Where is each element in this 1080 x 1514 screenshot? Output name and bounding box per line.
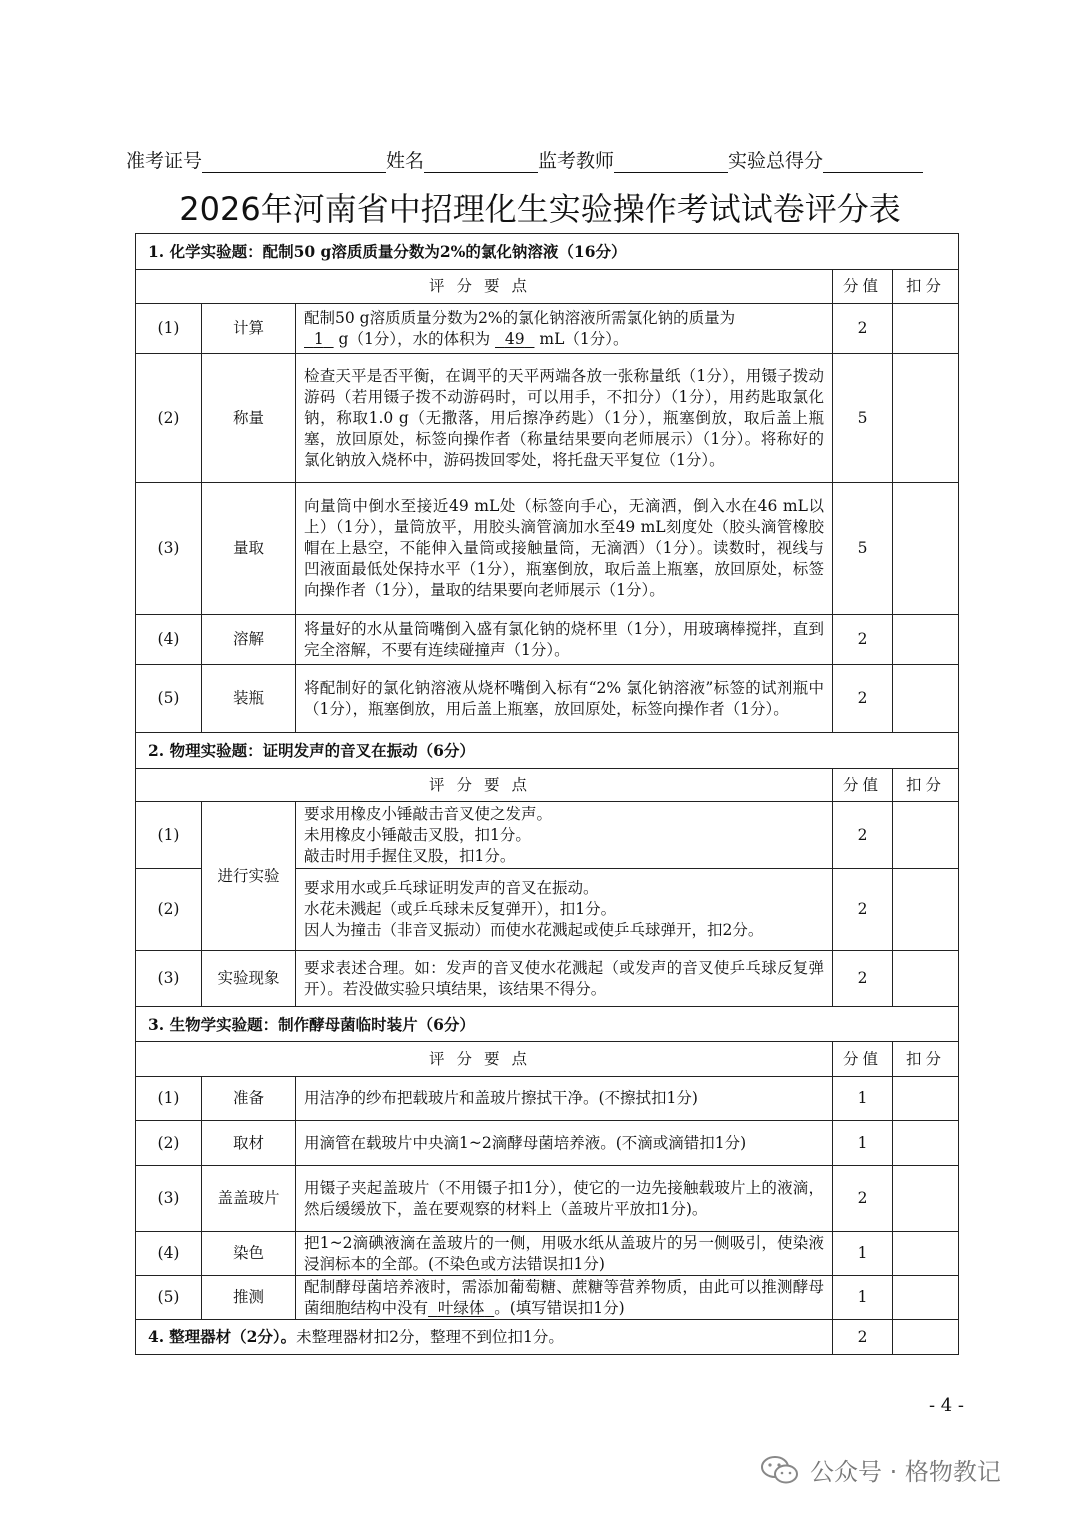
deduct-cell[interactable] bbox=[893, 354, 959, 483]
physics-heading-row bbox=[136, 733, 959, 769]
page-number: - 4 - bbox=[928, 1395, 964, 1416]
score-value: 2 bbox=[833, 665, 893, 733]
criteria-text: 用洁净的纱布把载玻片和盖玻片擦拭干净。(不擦拭扣1分) bbox=[296, 1077, 833, 1121]
table-row: (5) 推测 配制酵母菌培养液时，需添加葡萄糖、蔗糖等营养物质，由此可以推测酵母菌细胞结构中没有 叶绿体 。(填写错误扣1分) 1 bbox=[136, 1276, 959, 1320]
page-title: 2026年河南省中招理化生实验操作考试试卷评分表 bbox=[179, 190, 901, 228]
biology-heading: 3. 生物学实验题：制作酵母菌临时装片（6分） bbox=[136, 1007, 959, 1042]
deduct-cell[interactable] bbox=[893, 802, 959, 869]
answer-blank: 叶绿体 bbox=[437, 1298, 485, 1317]
physics-heading: 2. 物理实验题：证明发声的音叉在振动（6分） bbox=[136, 733, 959, 769]
table-row: (2) 取材 用滴管在载玻片中央滴1~2滴酵母菌培养液。(不滴或滴错扣1分) 1 bbox=[136, 1121, 959, 1166]
score-value: 5 bbox=[833, 354, 893, 483]
deduct-cell[interactable] bbox=[893, 1232, 959, 1276]
score-value: 2 bbox=[833, 1320, 893, 1355]
score-value: 2 bbox=[833, 802, 893, 869]
watermark-text: 公众号 · 格物教记 bbox=[810, 1458, 1001, 1486]
table-row: (1) 准备 用洁净的纱布把载玻片和盖玻片擦拭干净。(不擦拭扣1分) 1 bbox=[136, 1077, 959, 1121]
score-value: 2 bbox=[833, 615, 893, 665]
deduct-cell[interactable] bbox=[893, 1077, 959, 1121]
score-value: 1 bbox=[833, 1232, 893, 1276]
physics-column-header: 评分要点 分值 扣分 bbox=[136, 769, 959, 802]
wechat-icon bbox=[760, 1455, 800, 1485]
points-header: 评分要点 bbox=[136, 270, 833, 304]
biology-column-header: 评分要点 分值 扣分 bbox=[136, 1042, 959, 1077]
criteria-text: 配制50 g溶质质量分数为2%的氯化钠溶液所需氯化钠的质量为 1 g（1分），水的体积为 49 mL（1分）。 bbox=[296, 304, 833, 354]
criteria-text: 用滴管在载玻片中央滴1~2滴酵母菌培养液。(不滴或滴错扣1分) bbox=[296, 1121, 833, 1166]
exam-number-label: 准考证号 bbox=[126, 150, 203, 172]
deduct-cell[interactable] bbox=[893, 1320, 959, 1355]
criteria-text: 配制酵母菌培养液时，需添加葡萄糖、蔗糖等营养物质，由此可以推测酵母菌细胞结构中没有 叶绿体 。(填写错误扣1分) bbox=[296, 1276, 833, 1320]
table-row: (5) 装瓶 将配制好的氯化钠溶液从烧杯嘴倒入标有“2% 氯化钠溶液”标签的试剂瓶中（1分），瓶塞倒放，用后盖上瓶塞，放回原处，标签向操作者（1分）。 2 bbox=[136, 665, 959, 733]
criteria-text: 要求表述合理。如：发声的音叉使水花溅起（或发声的音叉使乒乓球反复弹开）。若没做实验只填结果，该结果不得分。 bbox=[296, 951, 833, 1007]
answer-blank: 1 bbox=[313, 329, 324, 348]
cleanup-text: 4. 整理器材（2分）。未整理器材扣2分，整理不到位扣1分。 bbox=[136, 1320, 833, 1355]
score-value: 2 bbox=[833, 869, 893, 951]
table-row: (3) 实验现象 要求表述合理。如：发声的音叉使水花溅起（或发声的音叉使乒乓球反复弹开）。若没做实验只填结果，该结果不得分。 2 bbox=[136, 951, 959, 1007]
name-blank[interactable] bbox=[424, 150, 538, 173]
group-step: 进行实验 bbox=[202, 802, 296, 951]
score-value: 2 bbox=[833, 304, 893, 354]
score-value: 1 bbox=[833, 1077, 893, 1121]
cleanup-row bbox=[136, 1320, 959, 1355]
criteria-text: 把1~2滴碘液滴在盖玻片的一侧，用吸水纸从盖玻片的另一侧吸引，使染液浸润标本的全部。(不染色或方法错误扣1分) bbox=[296, 1232, 833, 1276]
table-row: (3) 量取 向量筒中倒水至接近49 mL处（标签向手心，无滴洒，倒入水在46 mL以上）（1分），量筒放平，用胶头滴管滴加水至49 mL刻度处（胶头滴管橡胶帽在上悬空，不能伸入量筒或接触量筒，无滴洒）（1分）。读数时，视线与凹液面最低处保持水平（1分），瓶塞倒放，取后盖上瓶塞，放回原处，标签向操作者（1分），量取的结果要向老师展示（1分）。 5 bbox=[136, 483, 959, 615]
score-label: 实验总得分 bbox=[728, 150, 824, 172]
answer-blank: 49 bbox=[504, 329, 525, 348]
criteria-text: 检查天平是否平衡，在调平的天平两端各放一张称量纸（1分），用镊子拨动游码（若用镊子拨不动游码时，可以用手，不扣分）（1分），用药匙取氯化钠，称取1.0 g（无撒落，用后擦净药匙）（1分），瓶塞倒放，取后盖上瓶塞，放回原处，标签向操作者（称量结果要向老师展示）（1分）。将称好的氯化钠放入烧杯中，游码拨回零处，将托盘天平复位（1分）。 bbox=[296, 354, 833, 483]
criteria-text: 将配制好的氯化钠溶液从烧杯嘴倒入标有“2% 氯化钠溶液”标签的试剂瓶中（1分），瓶塞倒放，用后盖上瓶塞，放回原处，标签向操作者（1分）。 bbox=[296, 665, 833, 733]
table-row: (1) 计算 配制50 g溶质质量分数为2%的氯化钠溶液所需氯化钠的质量为 1 g（1分），水的体积为 49 mL（1分）。 2 bbox=[136, 304, 959, 354]
name-label: 姓名 bbox=[386, 150, 425, 172]
deduct-cell[interactable] bbox=[893, 304, 959, 354]
table-row: (2) 要求用水或乒乓球证明发声的音叉在振动。 水花未溅起（或乒乓球未反复弹开），扣1分。 因人为撞击（非音叉振动）而使水花溅起或使乒乓球弹开，扣2分。 2 bbox=[136, 869, 959, 951]
scoring-table bbox=[135, 233, 959, 1355]
deduct-cell[interactable] bbox=[893, 483, 959, 615]
score-blank[interactable] bbox=[823, 150, 923, 173]
biology-heading-row bbox=[136, 1007, 959, 1042]
table-row: (4) 溶解 将量好的水从量筒嘴倒入盛有氯化钠的烧杯里（1分），用玻璃棒搅拌，直到完全溶解，不要有连续碰撞声（1分）。 2 bbox=[136, 615, 959, 665]
teacher-label: 监考教师 bbox=[538, 150, 615, 172]
exam-header bbox=[126, 143, 966, 173]
chemistry-heading: 1. 化学实验题：配制50 g溶质质量分数为2%的氯化钠溶液（16分） bbox=[136, 234, 959, 270]
score-value: 1 bbox=[833, 1276, 893, 1320]
table-row: (3) 盖盖玻片 用镊子夹起盖玻片（不用镊子扣1分），使它的一边先接触载玻片上的液滴，然后缓缓放下，盖在要观察的材料上（盖玻片平放扣1分)。 2 bbox=[136, 1166, 959, 1232]
table-row: (2) 称量 检查天平是否平衡，在调平的天平两端各放一张称量纸（1分），用镊子拨动游码（若用镊子拨不动游码时，可以用手，不扣分）（1分），用药匙取氯化钠，称取1.0 g（无撒落，用后擦净药匙）（1分），瓶塞倒放，取后盖上瓶塞，放回原处，标签向操作者（称量结果要向老师展示）（1分）。将称好的氯化钠放入烧杯中，游码拨回零处，将托盘天平复位（1分）。 5 bbox=[136, 354, 959, 483]
score-value: 2 bbox=[833, 951, 893, 1007]
watermark bbox=[760, 1452, 1001, 1487]
deduct-cell[interactable] bbox=[893, 615, 959, 665]
value-header: 分值 bbox=[833, 270, 893, 304]
deduct-cell[interactable] bbox=[893, 869, 959, 951]
deduct-cell[interactable] bbox=[893, 1166, 959, 1232]
deduct-cell[interactable] bbox=[893, 665, 959, 733]
criteria-text: 要求用水或乒乓球证明发声的音叉在振动。 水花未溅起（或乒乓球未反复弹开），扣1分。 因人为撞击（非音叉振动）而使水花溅起或使乒乓球弹开，扣2分。 bbox=[296, 869, 833, 951]
score-value: 2 bbox=[833, 1166, 893, 1232]
criteria-text: 要求用橡皮小锤敲击音叉使之发声。 未用橡皮小锤敲击叉股，扣1分。 敲击时用手握住叉股，扣1分。 bbox=[296, 802, 833, 869]
criteria-text: 向量筒中倒水至接近49 mL处（标签向手心，无滴洒，倒入水在46 mL以上）（1分），量筒放平，用胶头滴管滴加水至49 mL刻度处（胶头滴管橡胶帽在上悬空，不能伸入量筒或接触量筒，无滴洒）（1分）。读数时，视线与凹液面最低处保持水平（1分），瓶塞倒放，取后盖上瓶塞，放回原处，标签向操作者（1分），量取的结果要向老师展示（1分）。 bbox=[296, 483, 833, 615]
deduct-header: 扣分 bbox=[893, 270, 959, 304]
criteria-text: 将量好的水从量筒嘴倒入盛有氯化钠的烧杯里（1分），用玻璃棒搅拌，直到完全溶解，不要有连续碰撞声（1分）。 bbox=[296, 615, 833, 665]
deduct-cell[interactable] bbox=[893, 951, 959, 1007]
teacher-blank[interactable] bbox=[614, 150, 728, 173]
score-value: 1 bbox=[833, 1121, 893, 1166]
score-value: 5 bbox=[833, 483, 893, 615]
chemistry-heading-row bbox=[136, 234, 959, 270]
chemistry-column-header bbox=[136, 270, 959, 304]
deduct-cell[interactable] bbox=[893, 1121, 959, 1166]
table-row: (4) 染色 把1~2滴碘液滴在盖玻片的一侧，用吸水纸从盖玻片的另一侧吸引，使染液浸润标本的全部。(不染色或方法错误扣1分) 1 bbox=[136, 1232, 959, 1276]
criteria-text: 用镊子夹起盖玻片（不用镊子扣1分），使它的一边先接触载玻片上的液滴，然后缓缓放下，盖在要观察的材料上（盖玻片平放扣1分)。 bbox=[296, 1166, 833, 1232]
deduct-cell[interactable] bbox=[893, 1276, 959, 1320]
table-row: (1) 进行实验 要求用橡皮小锤敲击音叉使之发声。 未用橡皮小锤敲击叉股，扣1分。 敲击时用手握住叉股，扣1分。 2 bbox=[136, 802, 959, 869]
exam-number-blank[interactable] bbox=[202, 150, 386, 173]
